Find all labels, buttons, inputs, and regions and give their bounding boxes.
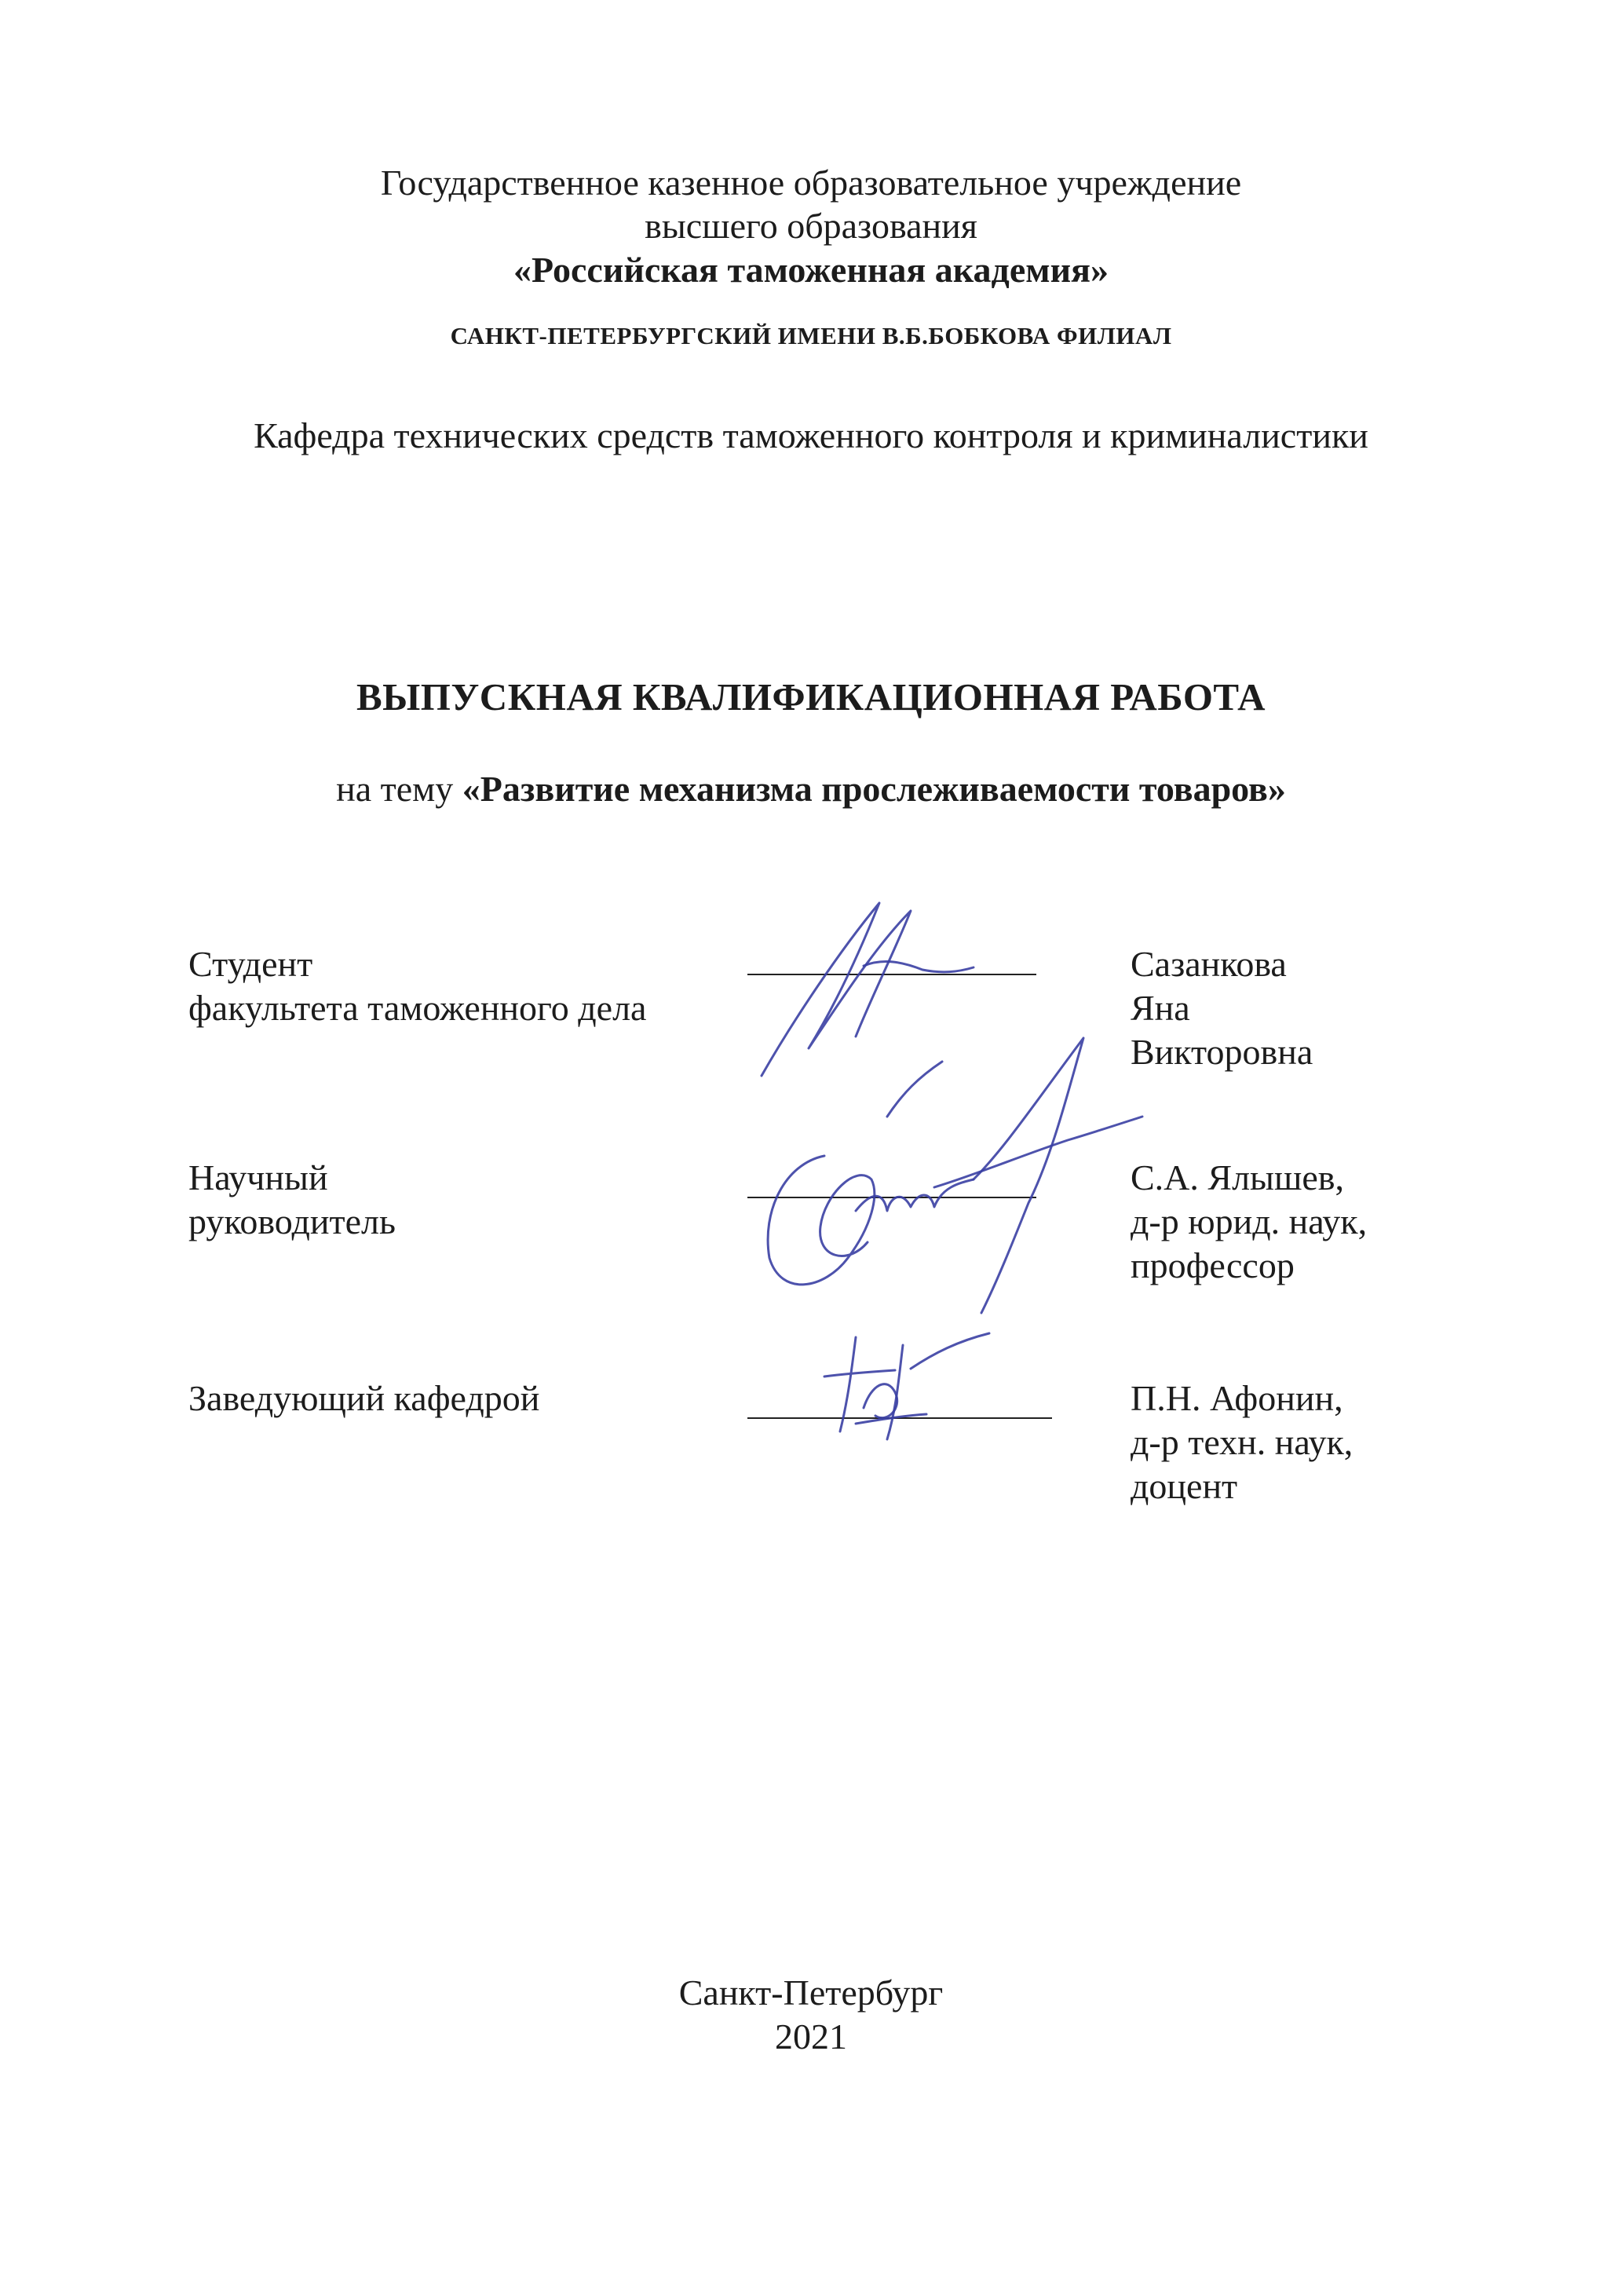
- person-line: доцент: [1131, 1466, 1238, 1506]
- institution-level: высшего образования: [645, 206, 977, 246]
- signatory-head: [0, 1377, 1622, 1581]
- footer-year: 2021: [775, 2016, 847, 2057]
- role-line: Научный: [188, 1157, 328, 1197]
- work-title: ВЫПУСКНАЯ КВАЛИФИКАЦИОННАЯ РАБОТА: [356, 675, 1266, 718]
- person-line: профессор: [1131, 1245, 1295, 1285]
- topic-value: «Развитие механизма прослеживаемости товаров»: [462, 769, 1286, 809]
- role-line: Заведующий кафедрой: [188, 1378, 540, 1418]
- person-line: П.Н. Афонин,: [1131, 1378, 1343, 1418]
- institution-name: «Российская таможенная академия»: [513, 250, 1109, 290]
- department-name: Кафедра технических средств таможенного контроля и криминалистики: [254, 415, 1368, 455]
- person-line: д-р юрид. наук,: [1131, 1201, 1368, 1241]
- role-line: факультета таможенного дела: [188, 988, 647, 1028]
- person-line: Сазанкова: [1131, 944, 1287, 984]
- person-line: Яна: [1131, 988, 1190, 1028]
- institution-type: Государственное казенное образовательное учреждение: [380, 163, 1242, 203]
- role-line: руководитель: [188, 1201, 396, 1241]
- branch-name: САНКТ-ПЕТЕРБУРГСКИЙ ИМЕНИ В.Б.БОБКОВА ФИЛИАЛ: [450, 322, 1172, 349]
- head-signature: [809, 1322, 997, 1447]
- person-line: С.А. Ялышев,: [1131, 1157, 1345, 1197]
- supervisor-signature: [738, 1022, 1146, 1321]
- work-topic: [0, 767, 1622, 811]
- person-line: д-р техн. наук,: [1131, 1422, 1353, 1462]
- footer-city: Санкт-Петербург: [678, 1972, 944, 2013]
- person-line: Викторовна: [1131, 1032, 1313, 1072]
- topic-prefix: на тему: [336, 769, 462, 809]
- role-line: Студент: [188, 944, 313, 984]
